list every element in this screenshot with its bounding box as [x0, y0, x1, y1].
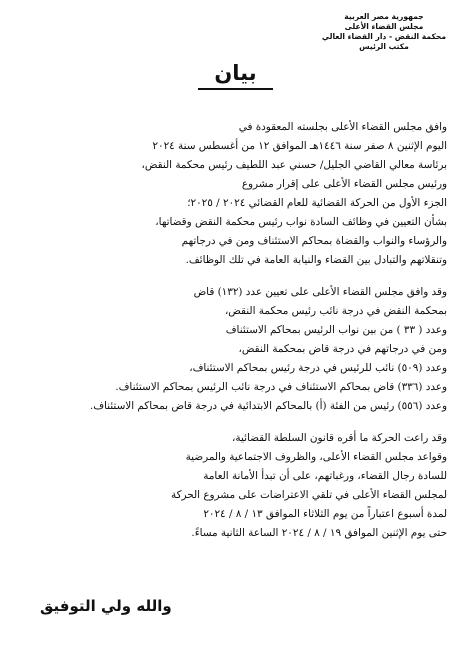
- letterhead-line: مكتب الرئيس: [359, 42, 409, 51]
- letterhead-line: مجلس القضاء الأعلى: [344, 22, 424, 31]
- letterhead-line: محكمة النقض - دار القضاء العالي: [321, 32, 447, 41]
- text-line: وقواعد مجلس القضاء الأعلى، والظروف الاجتماعية والمرضية: [185, 451, 447, 463]
- text-line: والرؤساء والنواب والقضاة بمحاكم الاستئناف ومن في درجاتهم: [181, 235, 447, 247]
- text-line: ومن في درجاتهم في درجة قاض بمحكمة النقض،: [238, 343, 447, 355]
- text-line: وقد راعت الحركة ما أقره قانون السلطة القضائية،: [232, 432, 447, 444]
- letterhead: [309, 12, 459, 52]
- text-line: للسادة رجال القضاء، ورغباتهم، على أن تبدأ الأمانة العامة: [203, 470, 447, 482]
- text-line: وقد وافق مجلس القضاء الأعلى على تعيين عدد (١٣٢) قاض: [193, 286, 447, 298]
- paragraph-appointments: [30, 283, 447, 416]
- text-line: وعدد (٥٥٦) رئيس من الفئة (أ) بالمحاكم الابتدائية في درجة قاض بمحاكم الاستئناف.: [89, 400, 447, 412]
- letterhead-line: جمهورية مصر العربية: [344, 12, 424, 21]
- text-line: الجزء الأول من الحركة القضائية للعام القضائي ٢٠٢٤ / ٢٠٢٥؛: [187, 197, 447, 209]
- text-line: وعدد ( ٣٣ ) من بين نواب الرئيس بمحاكم الاستئناف: [225, 324, 447, 336]
- text-line: اليوم الإثنين ٨ صفر سنة ١٤٤٦هـ الموافق ١٢ من أغسطس سنة ٢٠٢٤: [152, 140, 447, 152]
- paragraph-objections: [30, 429, 447, 543]
- title-container: [0, 60, 471, 90]
- closing-phrase: والله ولي التوفيق: [40, 597, 172, 615]
- text-line: لمجلس القضاء الأعلى في تلقي الاعتراضات على مشروع الحركة: [171, 489, 447, 501]
- text-line: بمحكمة النقض في درجة نائب رئيس محكمة النقض،: [224, 305, 447, 317]
- text-line: بشأن التعيين في وظائف السادة نواب رئيس محكمة النقض وقضاتها،: [155, 216, 447, 228]
- text-line: برئاسة معالي القاضي الجليل/ حسني عبد اللطيف رئيس محكمة النقض،: [141, 159, 447, 171]
- text-line: لمدة أسبوع اعتباراً من يوم الثلاثاء الموافق ١٣ / ٨ / ٢٠٢٤: [203, 508, 447, 520]
- text-line: وعدد (٣٣٦) قاض بمحاكم الاستئناف في درجة نائب الرئيس بمحاكم الاستئناف.: [115, 381, 447, 393]
- text-line: حتى يوم الإثنين الموافق ١٩ / ٨ / ٢٠٢٤ الساعة الثانية مساءً.: [191, 527, 447, 539]
- text-line: وعدد (٥٠٩) نائب للرئيس في درجة رئيس بمحاكم الاستئناف،: [189, 362, 447, 374]
- document-body: [30, 118, 447, 556]
- document-title: بيان: [198, 60, 272, 90]
- text-line: وتنقلاتهم والتبادل بين القضاء والنيابة العامة في تلك الوظائف.: [185, 254, 447, 266]
- text-line: وافق مجلس القضاء الأعلى بجلسته المعقودة في: [238, 121, 447, 133]
- text-line: ورئيس مجلس القضاء الأعلى على إقرار مشروع: [241, 178, 447, 190]
- paragraph-approval: [30, 118, 447, 270]
